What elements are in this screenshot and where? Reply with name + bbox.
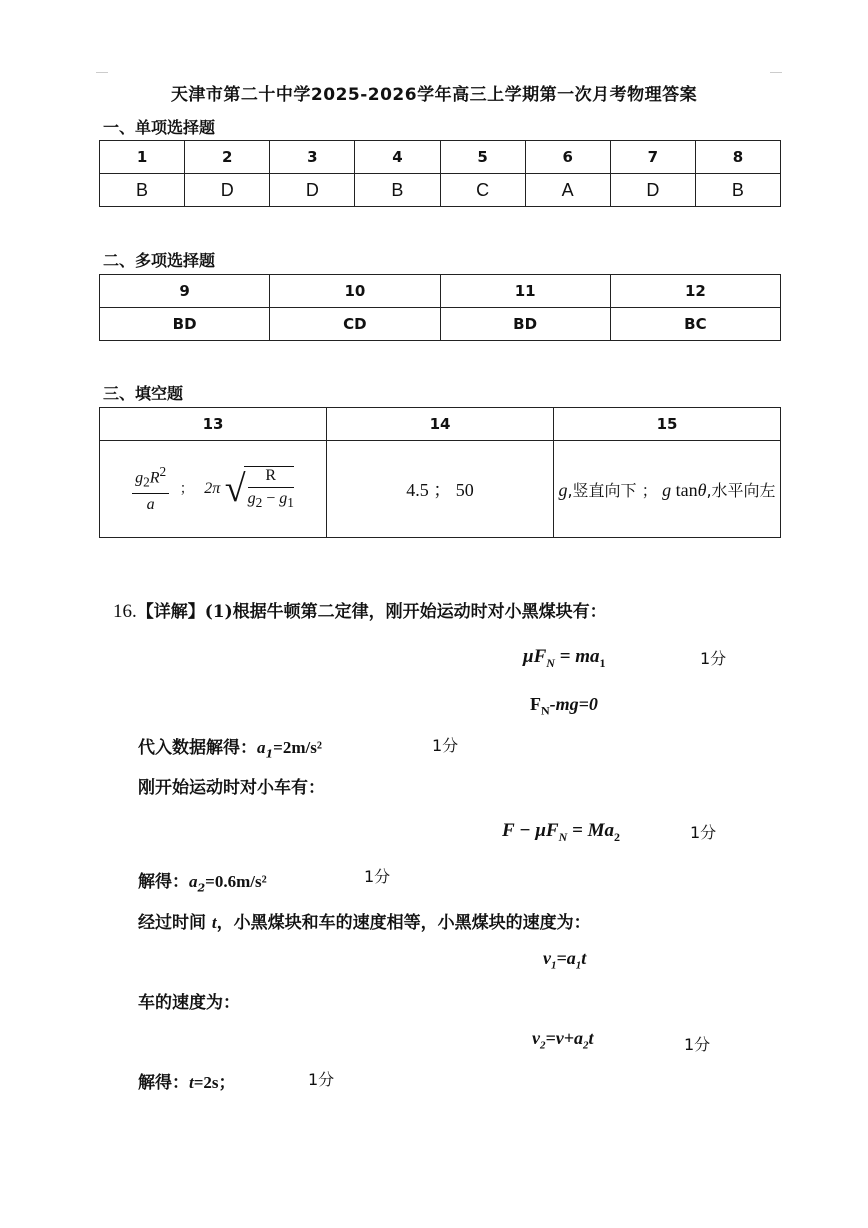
q13-rad-num: R xyxy=(248,467,294,488)
answer-cell: D xyxy=(185,174,270,207)
line3-sub: 1 xyxy=(265,747,274,761)
single-choice-answer-row xyxy=(100,174,781,207)
eq5-rhs: = Ma xyxy=(567,820,614,841)
q13-answer xyxy=(100,441,327,538)
answer-cell: B xyxy=(355,174,440,207)
eq5-lhs: F − μF xyxy=(502,820,559,841)
page-title: 天津市第二十中学2025-2026学年高三上学期第一次月考物理答案 xyxy=(170,85,698,105)
line11-value: =2s； xyxy=(193,1073,236,1092)
q15-answer xyxy=(554,441,781,538)
line-3 xyxy=(138,733,322,760)
line11-t: t xyxy=(189,1073,194,1092)
section1-label: 一、单项选择题 xyxy=(103,118,216,137)
fill-blank-answer-row xyxy=(100,441,781,538)
q-number: 13 xyxy=(100,408,327,441)
q15-tan: tan xyxy=(675,479,698,500)
answer-cell: BC xyxy=(610,308,780,341)
eq5-rhs-sub: 2 xyxy=(614,829,620,844)
q-number: 12 xyxy=(610,275,780,308)
eq1-lhs-sub: N xyxy=(546,655,555,670)
line-11 xyxy=(138,1068,236,1093)
q13-coef: 2π xyxy=(204,480,221,498)
line3-prefix: 代入数据解得： xyxy=(138,738,257,758)
eq2-f: F xyxy=(530,694,541,714)
answer-cell: D xyxy=(610,174,695,207)
sqrt-sign-icon: √ xyxy=(224,468,246,510)
section2-label: 二、多项选择题 xyxy=(103,251,216,270)
q15-theta: θ xyxy=(697,479,707,500)
q13-rad-sub2: 2 xyxy=(255,495,263,511)
answer-cell: C xyxy=(440,174,525,207)
q-number: 15 xyxy=(554,408,781,441)
corner-mark-right xyxy=(770,72,782,73)
line-9: 车的速度为： xyxy=(138,993,240,1013)
line6-sub: 2 xyxy=(197,881,206,895)
line7-part2: ，小黑煤块和车的速度相等，小黑煤块的速度为： xyxy=(216,913,591,933)
q13-den-a: a xyxy=(146,495,155,513)
q-number: 11 xyxy=(440,275,610,308)
equation-8 xyxy=(543,948,586,972)
q13-num-g: g xyxy=(135,469,144,487)
line11-prefix: 解得： xyxy=(138,1073,189,1093)
eq10-rest: =v+a xyxy=(545,1028,584,1048)
line7-part1: 经过时间 xyxy=(138,913,212,933)
multi-choice-answer-row xyxy=(100,308,781,341)
line-6 xyxy=(138,867,267,894)
fill-blank-table xyxy=(99,407,781,538)
section3-label: 三、填空题 xyxy=(103,384,184,403)
line3-a: a xyxy=(257,738,266,757)
q13-rad-g1: g xyxy=(279,490,288,508)
answer-cell: A xyxy=(525,174,610,207)
answer-cell: B xyxy=(695,174,780,207)
eq10-sub: 2 xyxy=(540,1039,546,1052)
score-5: 1分 xyxy=(690,823,717,842)
q15-gtan-g: g xyxy=(662,479,672,500)
q14-answer: 4.5 ； 50 xyxy=(327,441,554,538)
q-number: 5 xyxy=(440,141,525,174)
score-11: 1分 xyxy=(308,1070,335,1089)
score-3: 1分 xyxy=(432,736,459,755)
q-number: 1 xyxy=(100,141,185,174)
corner-mark-left xyxy=(96,72,108,73)
line-7 xyxy=(138,908,591,933)
line6-a: a xyxy=(189,872,198,891)
q-number: 2 xyxy=(185,141,270,174)
q-number: 8 xyxy=(695,141,780,174)
answer-cell: BD xyxy=(440,308,610,341)
score-10: 1分 xyxy=(684,1035,711,1054)
equation-5 xyxy=(502,820,620,845)
answer-cell: CD xyxy=(270,308,440,341)
eq1-rhs-sub: 1 xyxy=(599,655,606,670)
q13-sqrt xyxy=(225,466,294,511)
line6-prefix: 解得： xyxy=(138,872,189,892)
fill-blank-header-row xyxy=(100,408,781,441)
eq10-sub2: 2 xyxy=(583,1039,589,1052)
q13-num-sub: 2 xyxy=(143,474,150,490)
eq8-eq: =a xyxy=(556,948,576,968)
q13-rad-minus: − xyxy=(262,490,280,508)
q13-num-sup: 2 xyxy=(159,464,167,480)
q13-rad-fraction xyxy=(248,467,294,511)
line7-t: t xyxy=(211,913,217,932)
multi-choice-header-row xyxy=(100,275,781,308)
equation-2 xyxy=(530,694,598,719)
q16-number: 16. xyxy=(113,601,137,622)
q15-part2: ,水平向左 xyxy=(706,480,776,500)
equation-10 xyxy=(532,1028,594,1052)
q-number: 14 xyxy=(327,408,554,441)
multi-choice-table xyxy=(99,274,781,341)
q13-rad-g2: g xyxy=(247,490,256,508)
q13-separator: ； xyxy=(179,482,194,498)
q-number: 7 xyxy=(610,141,695,174)
score-6: 1分 xyxy=(364,867,391,886)
q16-intro: 【详解】(1)根据牛顿第二定律，刚开始运动时对小黑煤块有： xyxy=(136,602,607,622)
q-number: 10 xyxy=(270,275,440,308)
line6-value: =0.6m/s² xyxy=(205,872,267,891)
eq5-lhs-sub: N xyxy=(558,829,568,844)
answer-cell: BD xyxy=(100,308,270,341)
eq2-rest: -mg=0 xyxy=(549,694,598,714)
q-number: 4 xyxy=(355,141,440,174)
eq8-t: t xyxy=(581,948,587,968)
eq10-t: t xyxy=(588,1028,594,1048)
q-number: 6 xyxy=(525,141,610,174)
q13-num-r: R xyxy=(149,469,160,487)
eq10-v: v xyxy=(532,1028,540,1048)
line3-value: =2m/s² xyxy=(273,738,322,757)
answer-cell: D xyxy=(270,174,355,207)
score-1: 1分 xyxy=(700,649,727,668)
answer-cell: B xyxy=(100,174,185,207)
line-4: 刚开始运动时对小车有： xyxy=(138,778,325,798)
q-number: 3 xyxy=(270,141,355,174)
equation-1 xyxy=(523,646,606,671)
single-choice-header-row xyxy=(100,141,781,174)
single-choice-table xyxy=(99,140,781,207)
eq8-v: v xyxy=(543,948,551,968)
q15-part1: ,竖直向下 ； xyxy=(567,480,658,500)
q15-g: g xyxy=(558,479,568,500)
eq8-sub2: 1 xyxy=(575,959,582,972)
q13-rad-sub1: 1 xyxy=(287,495,294,511)
q-number: 9 xyxy=(100,275,270,308)
q13-fraction xyxy=(132,464,169,514)
eq8-sub: 1 xyxy=(551,959,557,972)
eq1-lhs: μF xyxy=(523,646,547,667)
eq1-rhs: = ma xyxy=(554,646,600,667)
eq2-sub: N xyxy=(541,703,550,718)
q16-intro-line xyxy=(113,597,607,623)
